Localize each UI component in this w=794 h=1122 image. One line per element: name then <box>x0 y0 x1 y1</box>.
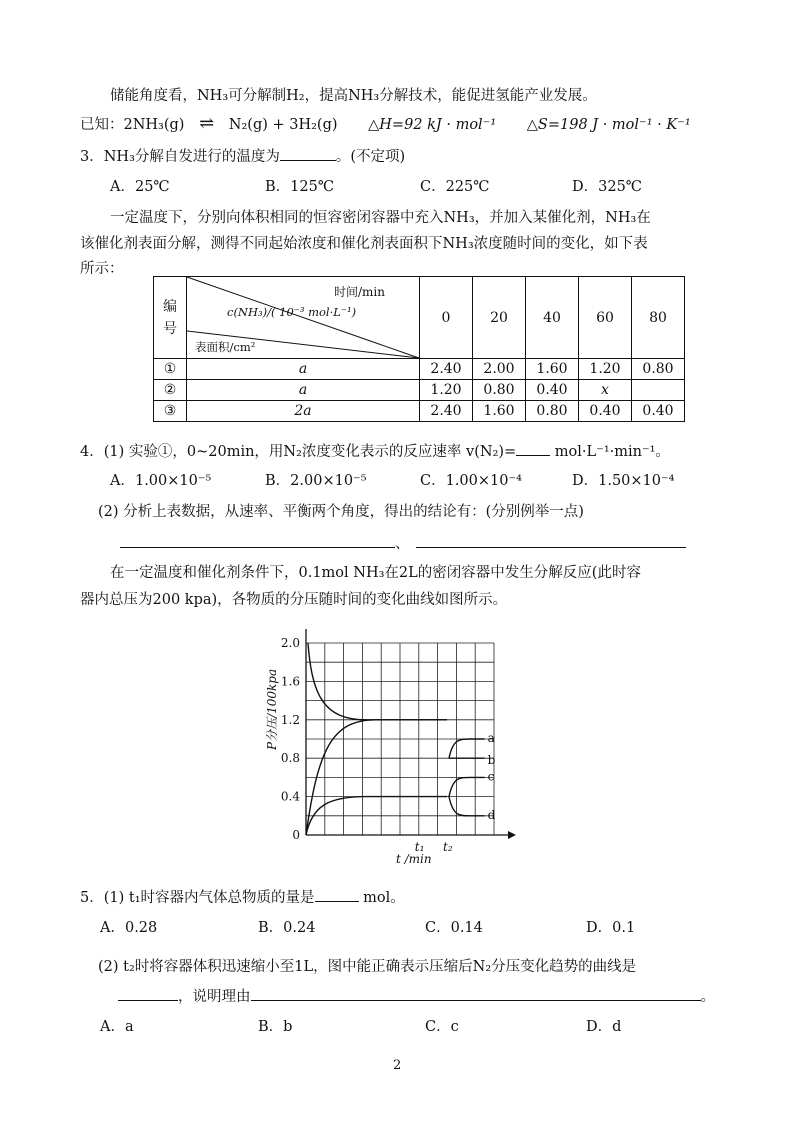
given-entropy: △S=198 J · mol⁻¹ · K⁻¹ <box>526 117 691 133</box>
table-intro-line2: 该催化剂表面分解，测得不同起始浓度和催化剂表面积下NH₃浓度随时间的变化，如下表 <box>80 236 648 252</box>
table-row <box>154 401 685 422</box>
table-row <box>154 380 685 401</box>
q4-option-c[interactable]: C．1.00×10⁻⁴ <box>420 473 522 489</box>
q3-option-d[interactable]: D．325℃ <box>572 179 643 195</box>
nh3-concentration-table <box>153 276 685 422</box>
q5-option2-c[interactable]: C．c <box>425 1019 459 1035</box>
q5-option1-d[interactable]: D．0.1 <box>586 920 636 936</box>
q5-answer-blank[interactable] <box>315 901 359 902</box>
q3-option-c[interactable]: C．225℃ <box>420 179 490 195</box>
q4-part2: (2) 分析上表数据，从速率、平衡两个角度，得出的结论有：(分别例举一点) <box>98 504 584 520</box>
equilibrium-arrow-icon: ⇌ <box>199 113 215 134</box>
q4-answer-line-1[interactable] <box>120 547 395 548</box>
row-area: 2a <box>187 401 420 422</box>
row-value: 0.40 <box>579 401 632 422</box>
given-reactant: 已知：2NH₃(g) <box>80 117 185 133</box>
q5-part1 <box>80 888 405 908</box>
q4-number: 4． <box>80 444 104 460</box>
chart-svg <box>265 625 520 870</box>
header-conc-label: c(NH₃)/( 10⁻³ mol·L⁻¹) <box>227 305 357 319</box>
q5-part2-end: 。 <box>700 989 715 1005</box>
page-number: 2 <box>393 1058 402 1073</box>
q3-stem-a: NH₃分解自发进行的温度为 <box>103 149 280 165</box>
q5-part1-b: mol。 <box>358 890 405 906</box>
given-products: N₂(g) + 3H₂(g) <box>228 117 338 133</box>
q3-stem <box>80 147 405 167</box>
time-col-40: 40 <box>526 277 579 359</box>
curve-label-c: c <box>487 769 495 784</box>
curve-label-b: b <box>487 753 496 768</box>
row-value: 0.80 <box>632 359 685 380</box>
q4-option-d[interactable]: D．1.50×10⁻⁴ <box>572 473 675 489</box>
q5-curve-blank[interactable] <box>118 1000 178 1001</box>
row-value <box>632 380 685 401</box>
q4-option-b[interactable]: B．2.00×10⁻⁵ <box>265 473 367 489</box>
q4-part1-a: (1) 实验①，0~20min，用N₂浓度变化表示的反应速率 v(N₂)= <box>103 444 517 460</box>
table-intro-line3: 所示： <box>80 261 124 277</box>
curve-label-a: a <box>487 731 495 745</box>
time-col-0: 0 <box>420 277 473 359</box>
q5-part2-b: ，说明理由 <box>178 989 251 1005</box>
table-row <box>154 359 685 380</box>
y-axis-label: P分压/100kpa <box>265 668 279 750</box>
row-value: 2.40 <box>420 401 473 422</box>
y-tick-label: 0.8 <box>280 751 300 766</box>
q4-part1-b: mol·L⁻¹·min⁻¹。 <box>550 444 670 460</box>
time-col-20: 20 <box>473 277 526 359</box>
table-corner-label: 编号 <box>154 277 187 359</box>
y-tick-label: 1.6 <box>280 674 300 689</box>
row-value: 1.60 <box>526 359 579 380</box>
q4-answer-line-2[interactable] <box>416 547 686 548</box>
q5-reason-blank[interactable] <box>251 1000 701 1001</box>
q4-option-a[interactable]: A．1.00×10⁻⁵ <box>110 473 212 489</box>
row-value: 2.00 <box>473 359 526 380</box>
q4-answer-lines <box>120 534 686 554</box>
graph-intro-line1: 在一定温度和催化剂条件下，0.1mol NH₃在2L的密闭容器中发生分解反应(此时容 <box>110 565 641 581</box>
q5-number: 5． <box>80 890 104 906</box>
q3-option-b[interactable]: B．125℃ <box>265 179 335 195</box>
row-value: 2.40 <box>420 359 473 380</box>
header-time-label: 时间/min <box>334 285 385 299</box>
q5-part2-line <box>118 987 715 1007</box>
x-axis-arrow-icon <box>508 831 516 839</box>
table-diagonal-header <box>187 277 420 359</box>
q5-option2-b[interactable]: B．b <box>258 1019 293 1035</box>
partial-pressure-chart <box>265 625 520 874</box>
time-col-80: 80 <box>632 277 685 359</box>
y-tick-label: 1.2 <box>280 712 300 727</box>
q3-option-a[interactable]: A．25℃ <box>110 179 170 195</box>
row-id: ② <box>154 380 187 401</box>
q5-part2: (2) t₂时将容器体积迅速缩小至1L，图中能正确表示压缩后N₂分压变化趋势的曲线是 <box>98 959 637 975</box>
q3-answer-blank[interactable] <box>280 160 336 161</box>
q5-option1-b[interactable]: B．0.24 <box>258 920 316 936</box>
x-axis-label: t /min <box>396 852 432 866</box>
time-col-60: 60 <box>579 277 632 359</box>
given-equation <box>80 114 691 135</box>
q5-option1-c[interactable]: C．0.14 <box>425 920 483 936</box>
table-header-row <box>154 277 685 359</box>
curve-d <box>449 797 485 816</box>
graph-intro-line2: 器内总压为200 kpa)，各物质的分压随时间的变化曲线如图所示。 <box>80 592 508 608</box>
row-value: x <box>579 380 632 401</box>
q4-part1 <box>80 442 670 462</box>
x-tick-label: t₁ <box>414 840 425 854</box>
table-intro-line1: 一定温度下，分别向体积相同的恒容密闭容器中充入NH₃，并加入某催化剂，NH₃在 <box>110 210 651 226</box>
row-value: 1.20 <box>579 359 632 380</box>
row-value: 0.40 <box>526 380 579 401</box>
y-tick-label: 2.0 <box>280 636 300 650</box>
row-id: ③ <box>154 401 187 422</box>
row-value: 0.80 <box>526 401 579 422</box>
row-area: a <box>187 380 420 401</box>
q3-number: 3． <box>80 149 104 165</box>
x-tick-label: t₂ <box>443 840 453 854</box>
row-value: 1.60 <box>473 401 526 422</box>
row-id: ① <box>154 359 187 380</box>
curve-a <box>449 739 485 758</box>
y-tick-label: 0 <box>292 828 300 842</box>
curve-label-d: d <box>487 807 496 822</box>
row-value: 1.20 <box>420 380 473 401</box>
given-enthalpy: △H=92 kJ · mol⁻¹ <box>368 117 497 133</box>
row-value: 0.80 <box>473 380 526 401</box>
q4-answer-blank[interactable] <box>516 455 550 456</box>
row-value: 0.40 <box>632 401 685 422</box>
row-area: a <box>187 359 420 380</box>
intro-line: 储能角度看，NH₃可分解制H₂，提高NH₃分解技术，能促进氢能产业发展。 <box>110 88 597 104</box>
y-tick-label: 0.4 <box>280 789 300 804</box>
curve-c <box>449 777 485 796</box>
q5-option2-d[interactable]: D．d <box>586 1019 622 1035</box>
q5-part1-a: (1) t₁时容器内气体总物质的量是 <box>103 890 315 906</box>
q5-option2-a[interactable]: A．a <box>100 1019 134 1035</box>
header-area-label: 表面积/cm² <box>195 340 256 354</box>
q3-stem-b: 。(不定项) <box>335 149 406 165</box>
q5-option1-a[interactable]: A．0.28 <box>100 920 158 936</box>
q4-separator: 、 <box>395 536 410 552</box>
